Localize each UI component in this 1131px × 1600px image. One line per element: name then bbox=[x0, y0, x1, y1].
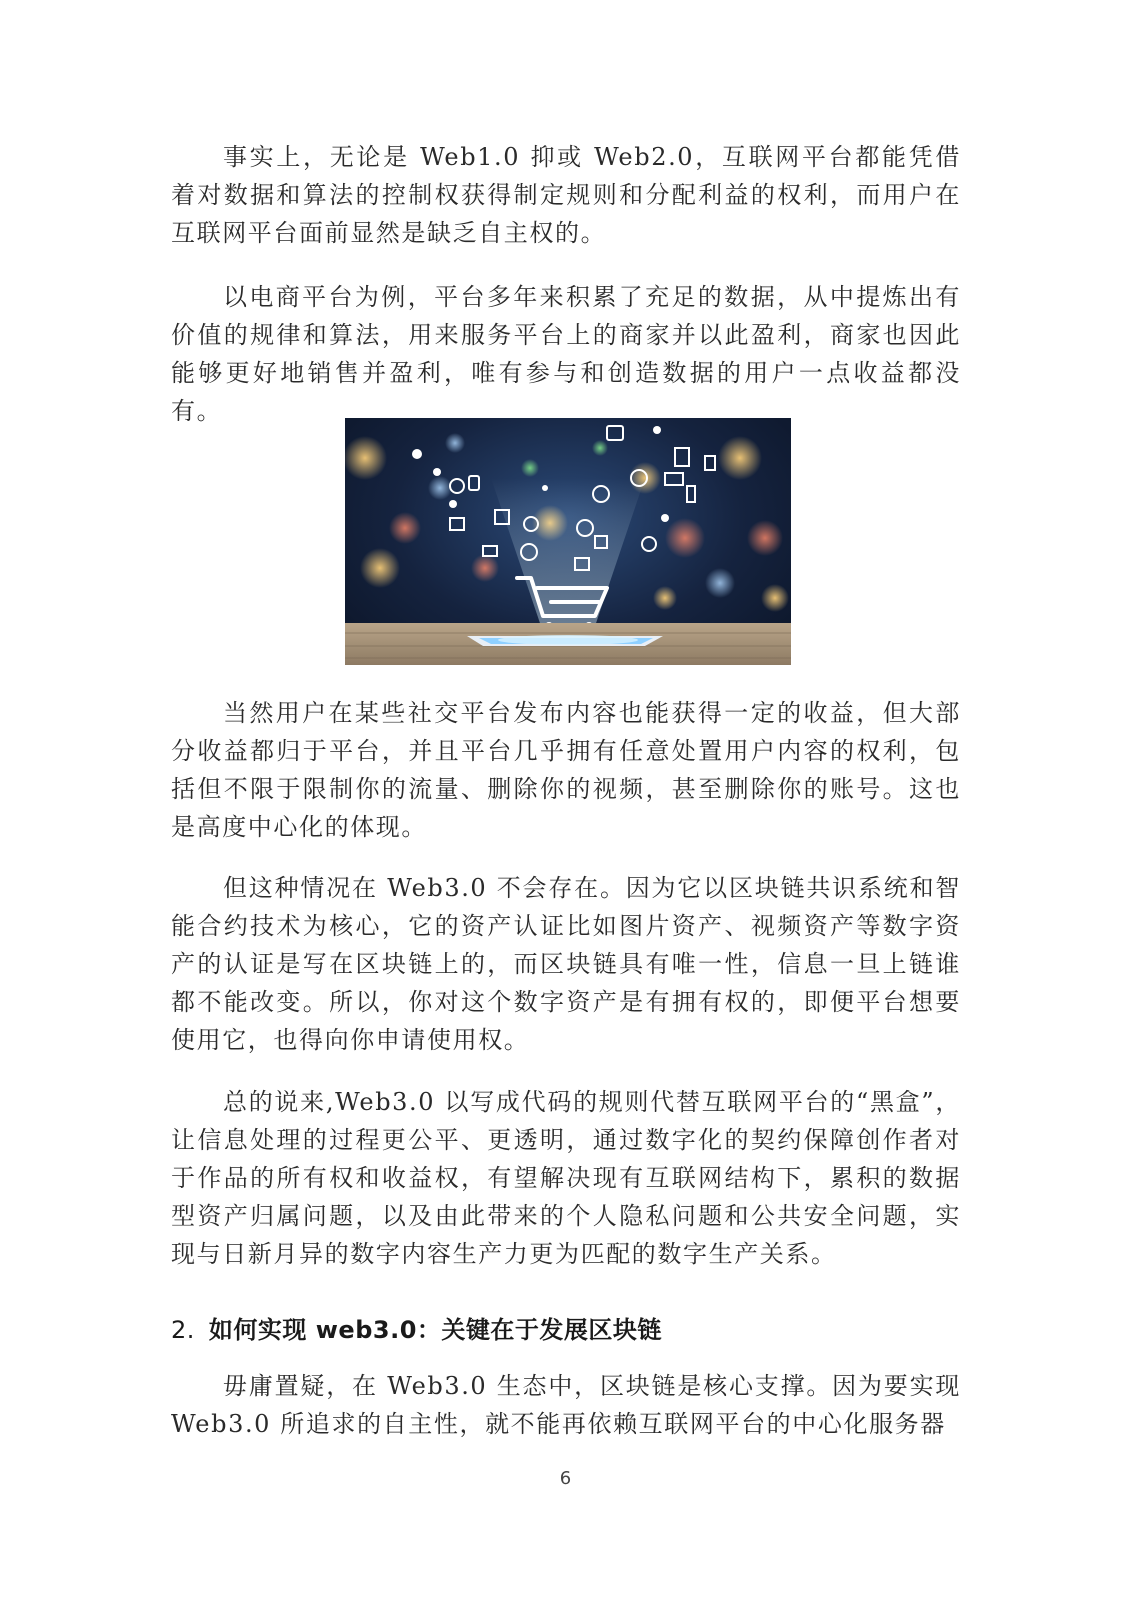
section-heading bbox=[171, 1313, 662, 1347]
paragraph-web3-summary: 总的说来,Web3.0 以写成代码的规则代替互联网平台的“黑盒”，让信息处理的过程更公平、更透明，通过数字化的契约保障创作者对于作品的所有权和收益权，有望解决现有互联网结构下，累积的数据型资产归属问题，以及由此带来的个人隐私问题和公共安全问题，实现与日新月异的数字内容生产力更为匹配的数字生产关系。 bbox=[171, 1088, 961, 1268]
section-number: 2. bbox=[171, 1316, 195, 1344]
shopping-cart-phone-icon bbox=[345, 418, 791, 665]
paragraph-social-platform-centralization: 当然用户在某些社交平台发布内容也能获得一定的收益，但大部分收益都归于平台，并且平台几乎拥有任意处置用户内容的权利，包括但不限于限制你的流量、删除你的视频，甚至删除你的账号。这也是高度中心化的体现。 bbox=[171, 699, 961, 841]
paragraph-web3-ownership: 但这种情况在 Web3.0 不会存在。因为它以区块链共识系统和智能合约技术为核心，它的资产认证比如图片资产、视频资产等数字资产的认证是写在区块链上的，而区块链具有唯一性，信息一旦上链谁都不能改变。所以，你对这个数字资产是有拥有权的，即便平台想要使用它，也得向你申请使用权。 bbox=[171, 874, 961, 1054]
section-title: 如何实现 web3.0：关键在于发展区块链 bbox=[208, 1316, 662, 1344]
paragraph-blockchain-core: 毋庸置疑，在 Web3.0 生态中，区块链是核心支撑。因为要实现 Web3.0 所追求的自主性，就不能再依赖互联网平台的中心化服务器 bbox=[171, 1372, 961, 1438]
paragraph-ecommerce-example: 以电商平台为例，平台多年来积累了充足的数据，从中提炼出有价值的规律和算法，用来服务平台上的商家并以此盈利，商家也因此能够更好地销售并盈利，唯有参与和创造数据的用户一点收益都没有。 bbox=[171, 283, 961, 425]
ecommerce-illustration bbox=[345, 418, 791, 665]
paragraph-web1-web2-platform-control: 事实上，无论是 Web1.0 抑或 Web2.0，互联网平台都能凭借着对数据和算法的控制权获得制定规则和分配利益的权利，而用户在互联网平台面前显然是缺乏自主权的。 bbox=[171, 143, 961, 247]
page-number: 6 bbox=[559, 1468, 572, 1489]
